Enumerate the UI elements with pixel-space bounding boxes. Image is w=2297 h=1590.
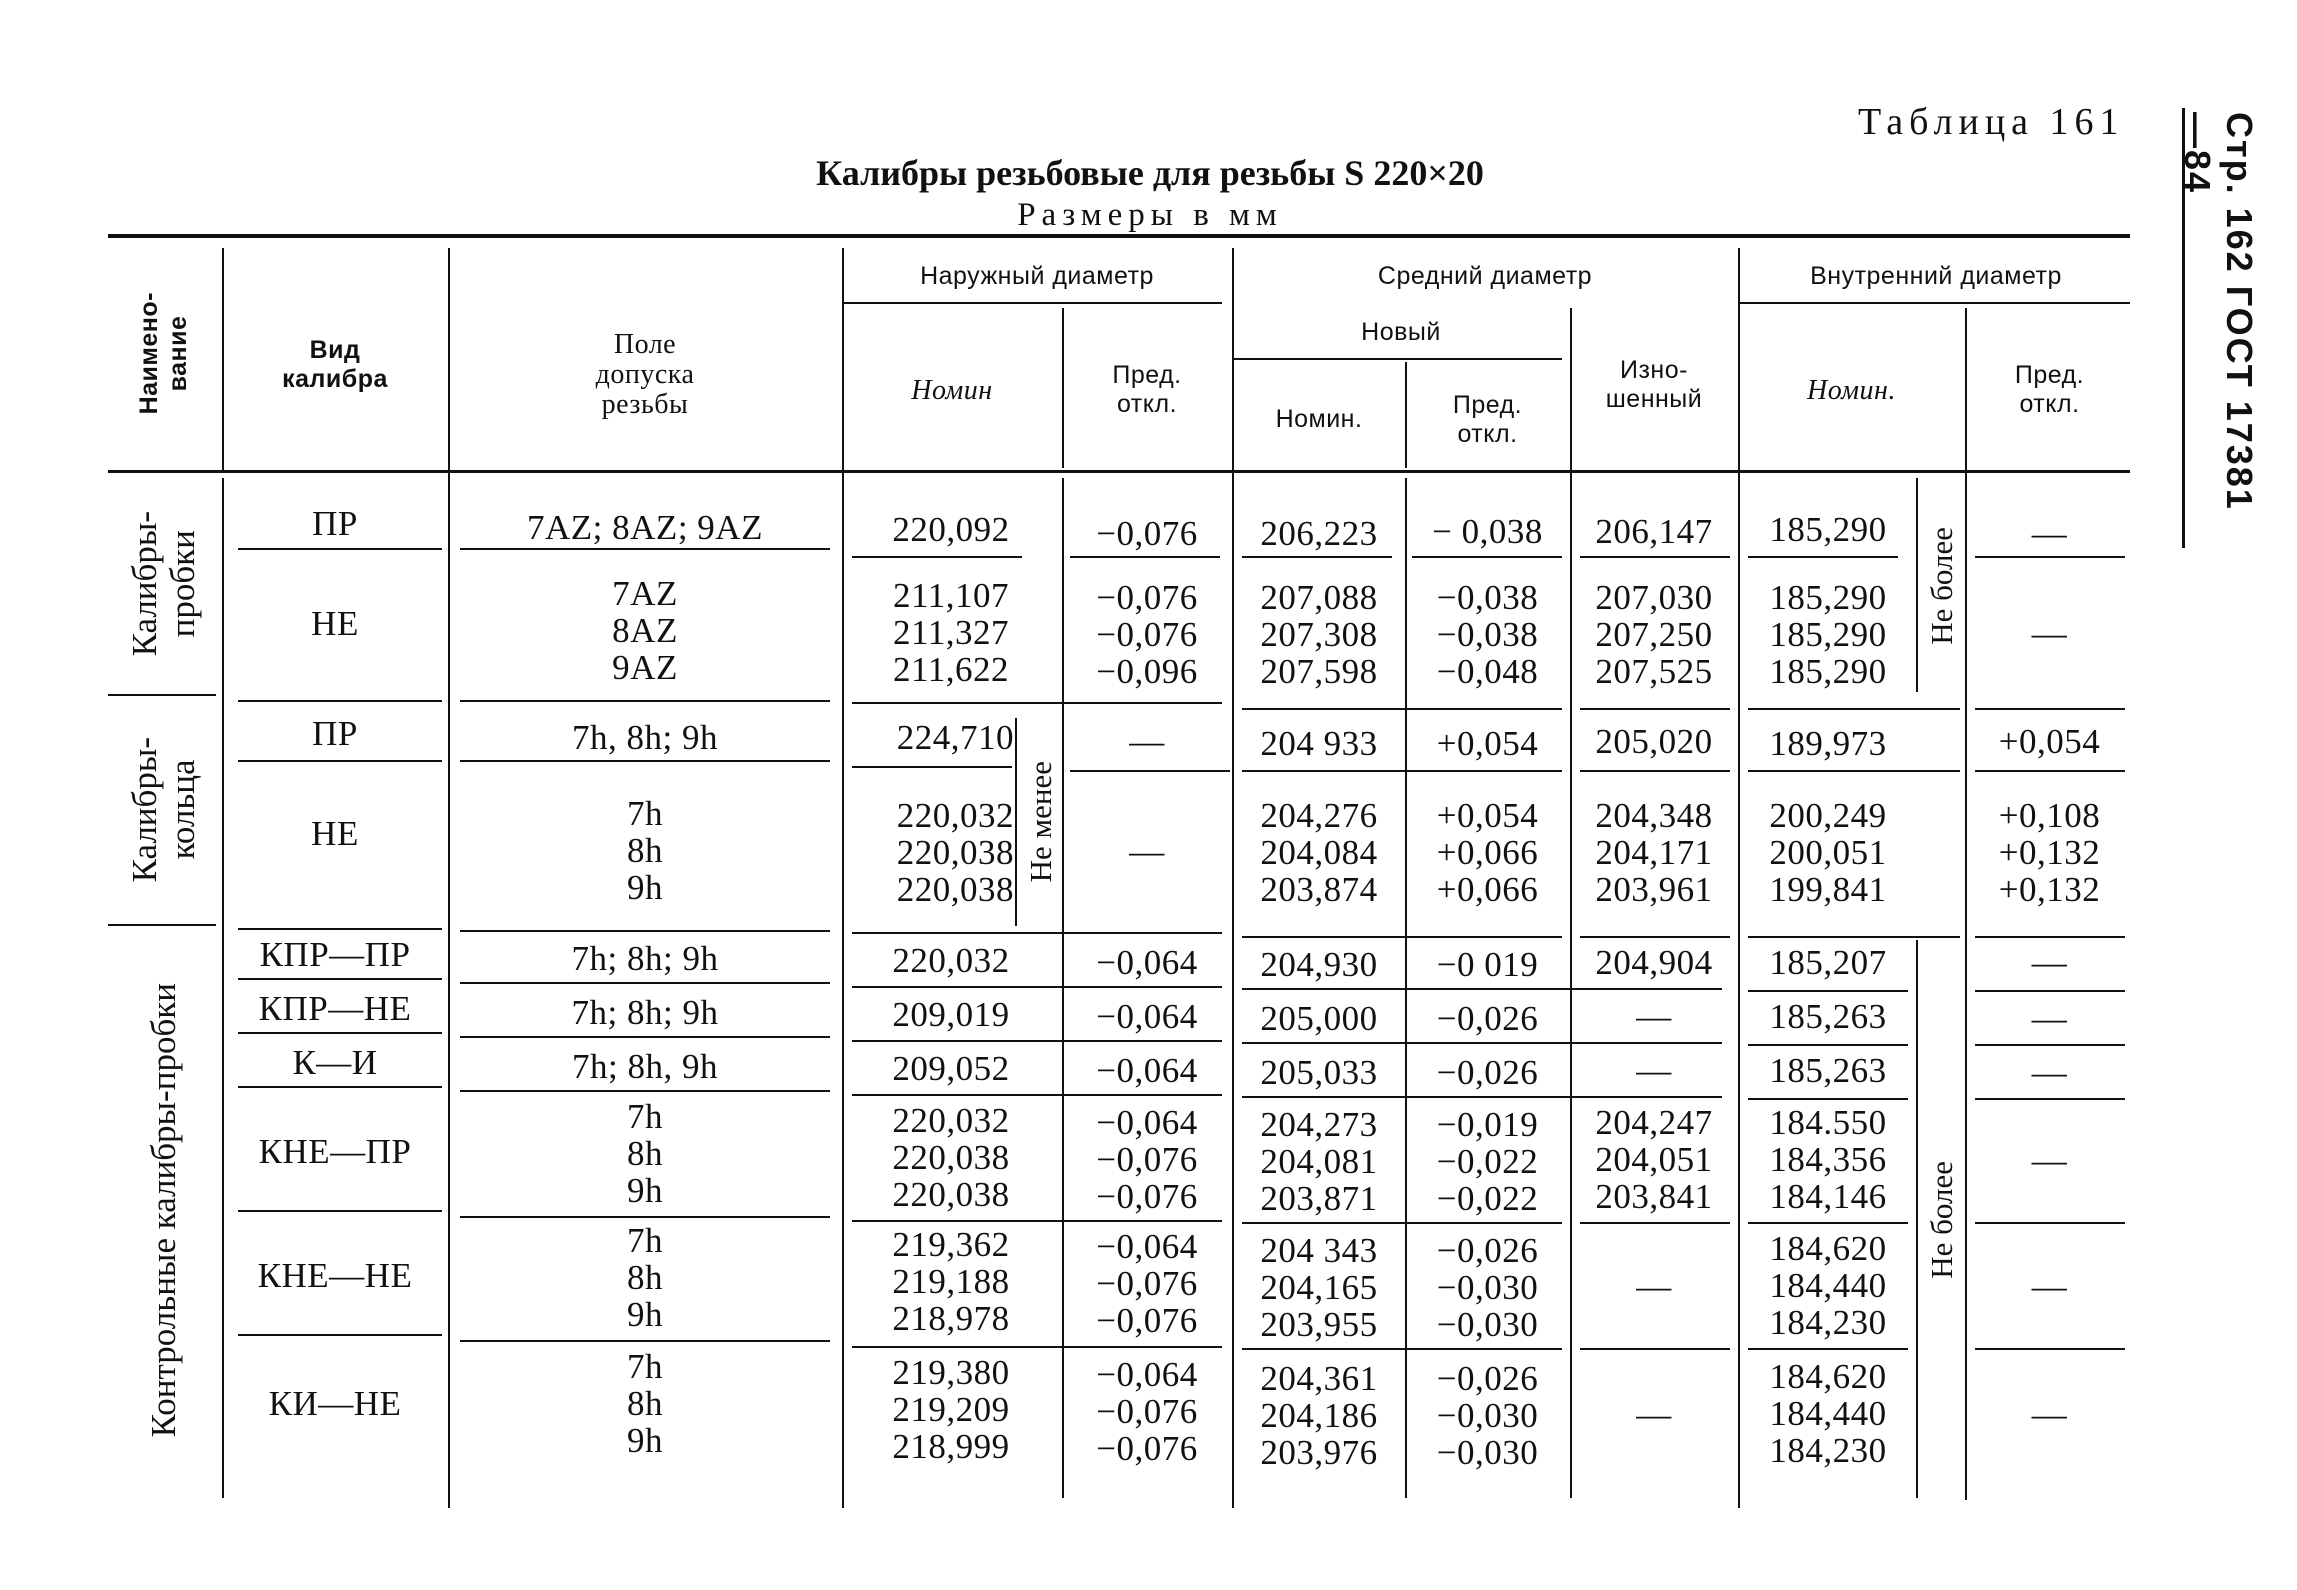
cell-inner-nominal: 185,263 <box>1769 996 1887 1036</box>
cell-outer-deviation: −0,064 <box>1096 996 1198 1036</box>
cell-outer-nominal: 209,052 <box>892 1048 1010 1088</box>
table-number: Таблица 161 <box>1858 101 2125 143</box>
cell-inner-deviation: — <box>2031 613 2068 653</box>
cell-type: КПР—ПР <box>259 934 411 974</box>
header-inner-diameter: Внутренний диаметр <box>1810 261 2062 290</box>
cell-worn: — <box>1636 1266 1672 1306</box>
cell-worn: 204,904 <box>1595 942 1713 982</box>
header-new: Новый <box>1361 317 1441 346</box>
note-not-more-plugs: Не более <box>1924 527 1959 645</box>
cell-inner-nominal: 185,263 <box>1769 1050 1887 1090</box>
cell-outer-deviation: −0,076 <box>1096 513 1198 553</box>
cell-middle-nominal: 206,223 <box>1260 513 1378 553</box>
cell-tolerance: 7h; 8h; 9h <box>571 992 719 1032</box>
cell-tolerance: 7AZ; 8AZ; 9AZ <box>527 507 763 547</box>
cell-middle-deviation: −0,026 <box>1436 998 1539 1038</box>
group-rings: Калибры- кольца <box>125 737 202 883</box>
cell-outer-deviation: −0,064 −0,076 −0,076 <box>1096 1102 1198 1216</box>
side-rule <box>2182 108 2185 548</box>
header-gauge-type: Вид калибра <box>282 336 388 393</box>
cell-outer-nominal: 211,107 211,327 211,622 <box>893 575 1009 689</box>
cell-middle-nominal: 207,088 207,308 207,598 <box>1260 577 1378 691</box>
cell-worn: 204,348 204,171 203,961 <box>1595 795 1713 909</box>
header-inner-nominal: Номин. <box>1807 374 1896 406</box>
cell-type: НЕ <box>311 603 359 643</box>
cell-tolerance: 7h 8h 9h <box>627 1096 663 1210</box>
table-title: Калибры резьбовые для резьбы S 220×20 <box>816 153 1484 193</box>
cell-middle-deviation: − 0,038 <box>1432 511 1543 551</box>
note-not-less: Не менее <box>1023 761 1058 883</box>
cell-type: КПР—НЕ <box>258 988 412 1028</box>
cell-worn: — <box>1636 1050 1672 1090</box>
cell-middle-nominal: 205,033 <box>1260 1052 1378 1092</box>
header-tolerance-text: Поле допуска резьбы <box>595 329 695 420</box>
cell-tolerance: 7h 8h 9h <box>627 1220 663 1334</box>
cell-middle-nominal: 205,000 <box>1260 998 1378 1038</box>
cell-worn: 204,247 204,051 203,841 <box>1595 1102 1713 1216</box>
side-page-label: Стр. 162 ГОСТ 17381—84 <box>2177 112 2260 511</box>
cell-tolerance: 7AZ 8AZ 9AZ <box>612 573 678 687</box>
cell-outer-nominal: 220,032 <box>892 940 1010 980</box>
header-worn: Изно- шенный <box>1605 356 1703 413</box>
header-middle-nominal: Номин. <box>1275 404 1363 433</box>
cell-inner-nominal: 184.550 184,356 184,146 <box>1769 1102 1887 1216</box>
cell-outer-deviation: −0,064 <box>1096 942 1198 982</box>
cell-outer-nominal: 224,710 <box>896 717 1014 757</box>
cell-type: К—И <box>292 1042 378 1082</box>
cell-type: НЕ <box>311 813 359 853</box>
group-plugs: Калибры- пробки <box>125 511 202 657</box>
cell-inner-deviation: — <box>2031 1266 2068 1306</box>
cell-middle-nominal: 204 343 204,165 203,955 <box>1260 1230 1378 1344</box>
cell-outer-deviation: −0,064 −0,076 −0,076 <box>1096 1354 1198 1468</box>
cell-type: КИ—НЕ <box>268 1383 402 1423</box>
cell-outer-nominal: 220,032 220,038 220,038 <box>892 1100 1010 1214</box>
cell-inner-deviation: +0,054 <box>1998 721 2101 761</box>
cell-inner-nominal: 185,290 <box>1769 509 1887 549</box>
cell-middle-deviation: −0,019 −0,022 −0,022 <box>1436 1104 1539 1218</box>
cell-inner-deviation: — <box>2031 1394 2068 1434</box>
cell-inner-deviation: — <box>2031 1052 2068 1092</box>
cell-inner-deviation: +0,108 +0,132 +0,132 <box>1998 795 2101 909</box>
header-tolerance <box>452 320 838 430</box>
cell-outer-nominal: 220,092 <box>892 509 1010 549</box>
cell-middle-deviation: −0,026 −0,030 −0,030 <box>1436 1230 1539 1344</box>
cell-tolerance: 7h, 8h; 9h <box>572 717 718 757</box>
cell-outer-nominal: 219,380 219,209 218,999 <box>892 1352 1010 1466</box>
cell-tolerance: 7h; 8h; 9h <box>571 938 719 978</box>
cell-type: ПР <box>312 713 358 753</box>
cell-worn: 206,147 <box>1595 511 1713 551</box>
cell-inner-nominal: 189,973 <box>1769 723 1887 763</box>
header-outer-diameter: Наружный диаметр <box>920 261 1154 290</box>
cell-worn: — <box>1636 1394 1672 1434</box>
cell-inner-nominal: 185,207 <box>1769 942 1887 982</box>
cell-middle-nominal: 204,930 <box>1260 944 1378 984</box>
cell-middle-deviation: +0,054 <box>1436 723 1539 763</box>
cell-tolerance: 7h 8h 9h <box>627 793 663 907</box>
cell-inner-deviation: — <box>2031 513 2068 553</box>
header-inner-deviation: Пред. откл. <box>2014 361 2085 418</box>
header-middle-deviation: Пред. откл. <box>1452 391 1523 448</box>
cell-inner-nominal: 185,290 185,290 185,290 <box>1769 577 1887 691</box>
cell-middle-nominal: 204 933 <box>1260 723 1378 763</box>
cell-middle-deviation: −0,026 <box>1436 1052 1539 1092</box>
header-middle-diameter: Средний диаметр <box>1377 261 1593 290</box>
cell-outer-nominal: 209,019 <box>892 994 1010 1034</box>
cell-tolerance: 7h 8h 9h <box>627 1346 663 1460</box>
cell-worn: 207,030 207,250 207,525 <box>1595 577 1713 691</box>
cell-outer-deviation: −0,076 −0,076 −0,096 <box>1096 577 1198 691</box>
cell-tolerance: 7h; 8h, 9h <box>572 1046 718 1086</box>
cell-middle-deviation: +0,054 +0,066 +0,066 <box>1436 795 1539 909</box>
cell-outer-deviation: — <box>1129 831 1165 871</box>
cell-outer-nominal: 219,362 219,188 218,978 <box>892 1224 1010 1338</box>
cell-outer-deviation: — <box>1129 721 1165 761</box>
cell-inner-nominal: 184,620 184,440 184,230 <box>1769 1228 1887 1342</box>
header-outer-deviation: Пред. откл. <box>1112 361 1182 418</box>
cell-middle-nominal: 204,276 204,084 203,874 <box>1260 795 1378 909</box>
cell-inner-nominal: 184,620 184,440 184,230 <box>1769 1356 1887 1470</box>
units-caption: Размеры в мм <box>1017 196 1283 233</box>
header-name: Наимено- вание <box>135 291 192 415</box>
cell-worn: — <box>1636 996 1672 1036</box>
cell-outer-deviation: −0,064 −0,076 −0,076 <box>1096 1226 1198 1340</box>
cell-type: ПР <box>312 503 358 543</box>
cell-middle-nominal: 204,273 204,081 203,871 <box>1260 1104 1378 1218</box>
header-outer-nominal: Номин <box>911 374 993 406</box>
cell-type: КНЕ—ПР <box>258 1131 412 1171</box>
cell-middle-deviation: −0,026 −0,030 −0,030 <box>1436 1358 1539 1472</box>
cell-middle-deviation: −0,038 −0,038 −0,048 <box>1436 577 1539 691</box>
group-control: Контрольные калибры-пробки <box>144 982 183 1438</box>
cell-inner-deviation: — <box>2031 1140 2068 1180</box>
cell-inner-nominal: 200,249 200,051 199,841 <box>1769 795 1887 909</box>
cell-outer-nominal: 220,032 220,038 220,038 <box>896 795 1014 909</box>
cell-outer-deviation: −0,064 <box>1096 1050 1198 1090</box>
note-not-more-control: Не более <box>1924 1161 1959 1279</box>
cell-middle-nominal: 204,361 204,186 203,976 <box>1260 1358 1378 1472</box>
cell-middle-deviation: −0 019 <box>1436 944 1539 984</box>
cell-worn: 205,020 <box>1595 721 1713 761</box>
cell-type: КНЕ—НЕ <box>257 1255 413 1295</box>
cell-inner-deviation: — <box>2031 942 2068 982</box>
cell-inner-deviation: — <box>2031 998 2068 1038</box>
